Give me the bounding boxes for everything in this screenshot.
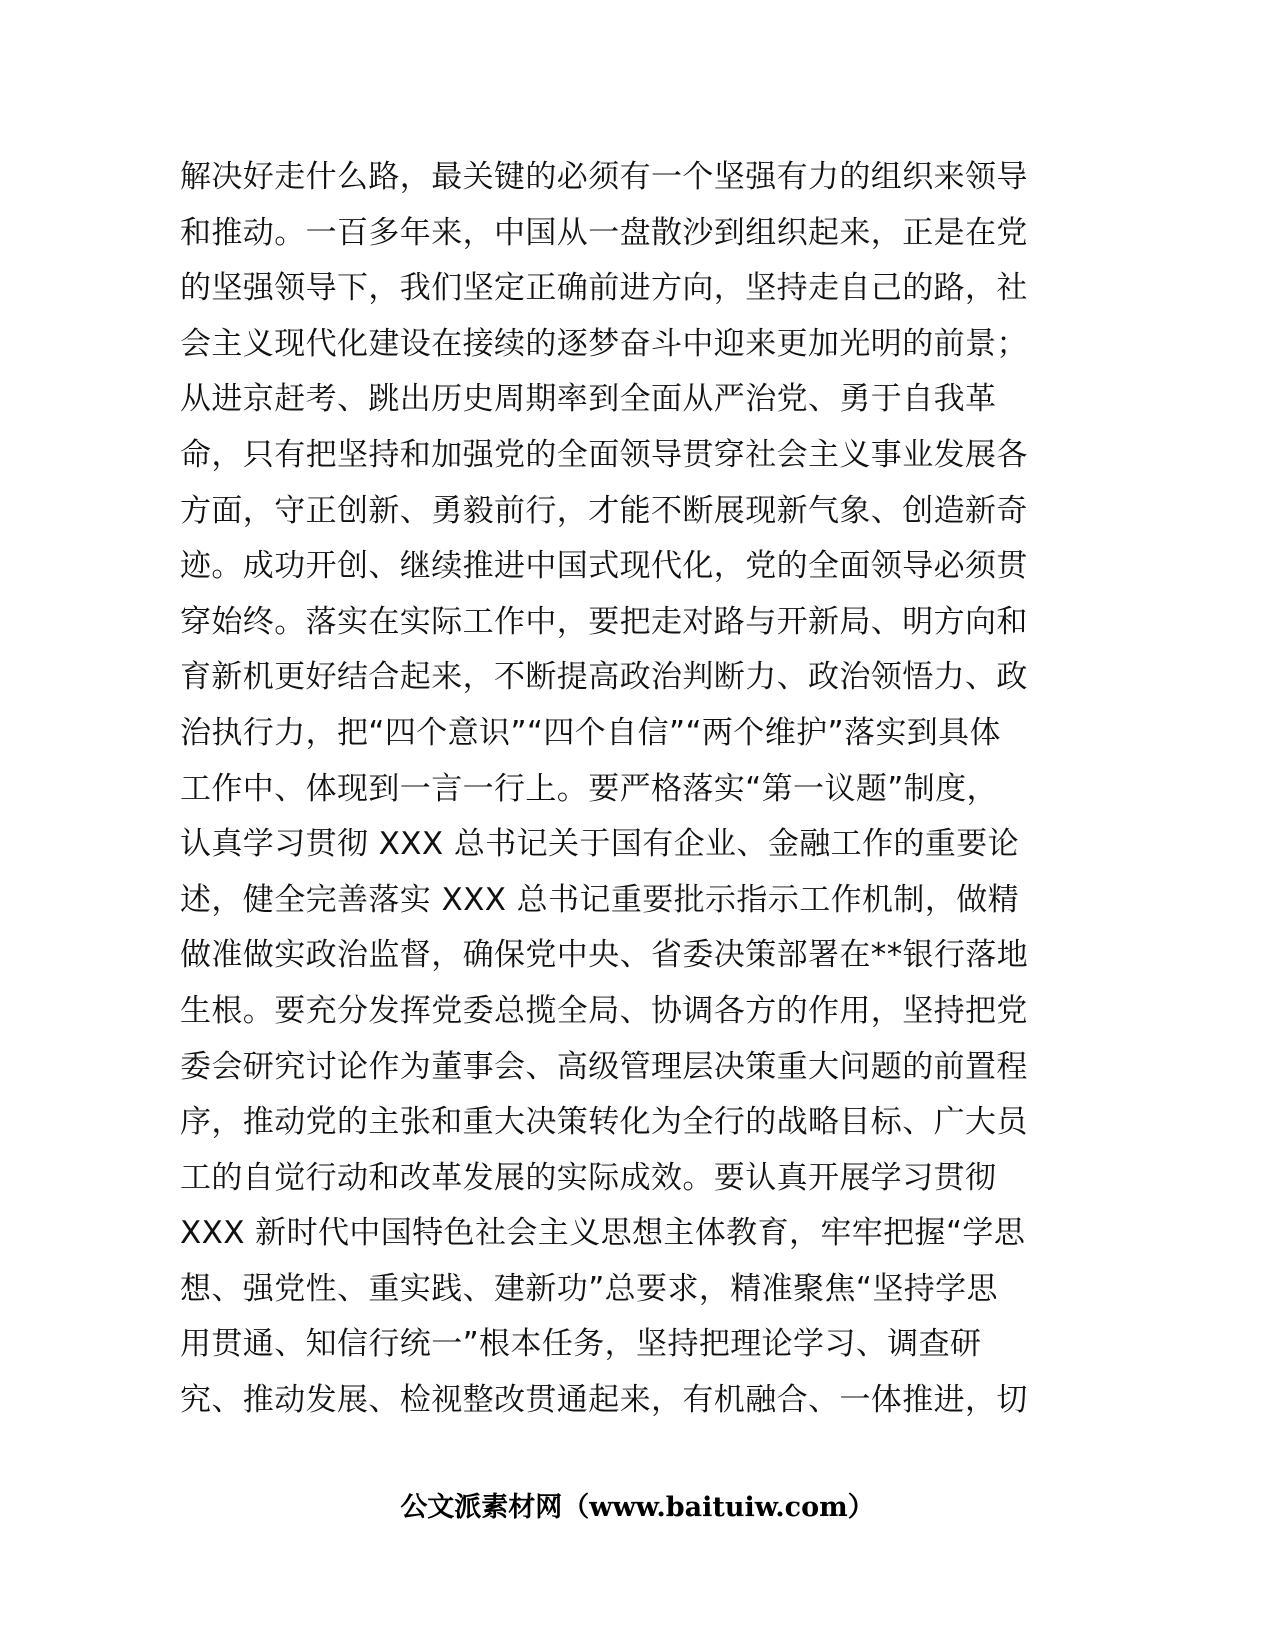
text-line: 和推动。一百多年来，中国从一盘散沙到组织起来，正是在党	[180, 214, 1028, 251]
text-line: 想、强党性、重实践、建新功”总要求，精准聚焦“坚持学思	[180, 1270, 998, 1307]
text-line: 解决好走什么路，最关键的必须有一个坚强有力的组织来领导	[180, 159, 1028, 195]
text-line: 述，健全完善落实 XXX 总书记重要批示指示工作机制，做精	[180, 881, 1020, 918]
text-line: 序，推动党的主张和重大决策转化为全行的战略目标、广大员	[180, 1104, 1028, 1141]
text-line: 会主义现代化建设在接续的逐梦奋斗中迎来更加光明的前景；	[180, 325, 1028, 362]
text-line: 穿始终。落实在实际工作中，要把走对路与开新局、明方向和	[180, 603, 1028, 640]
text-line: 从进京赶考、跳出历史周期率到全面从严治党、勇于自我革	[180, 381, 997, 418]
text-line: 治执行力，把“四个意识”“四个自信”“两个维护”落实到具体	[180, 714, 1001, 751]
text-line: 工的自觉行动和改革发展的实际成效。要认真开展学习贯彻	[180, 1159, 997, 1196]
text-line: 的坚强领导下，我们坚定正确前进方向，坚持走自己的路，社	[180, 270, 1028, 307]
text-line: 育新机更好结合起来，不断提高政治判断力、政治领悟力、政	[180, 659, 1028, 696]
body-text	[180, 150, 1060, 1429]
text-line: XXX 新时代中国特色社会主义思想主体教育，牢牢把握“学思	[180, 1215, 1026, 1252]
page-footer: 公文派素材网（www.baituiw.com）	[400, 1492, 875, 1523]
text-line: 方面，守正创新、勇毅前行，才能不断展现新气象、创造新奇	[180, 492, 1028, 529]
text-line: 委会研究讨论作为董事会、高级管理层决策重大问题的前置程	[180, 1048, 1028, 1085]
text-line: 工作中、体现到一言一行上。要严格落实“第一议题”制度，	[180, 770, 998, 807]
text-line: 做准做实政治监督，确保党中央、省委决策部署在**银行落地	[180, 937, 1029, 974]
text-line: 究、推动发展、检视整改贯通起来，有机融合、一体推进，切	[180, 1382, 1028, 1419]
text-line: 命，只有把坚持和加强党的全面领导贯穿社会主义事业发展各	[180, 436, 1028, 473]
text-line: 认真学习贯彻 XXX 总书记关于国有企业、金融工作的重要论	[180, 826, 1020, 863]
text-line: 用贯通、知信行统一”根本任务，坚持把理论学习、调查研	[180, 1326, 982, 1363]
text-line: 生根。要充分发挥党委总揽全局、协调各方的作用，坚持把党	[180, 992, 1028, 1029]
text-line: 迹。成功开创、继续推进中国式现代化，党的全面领导必须贯	[180, 548, 1028, 585]
